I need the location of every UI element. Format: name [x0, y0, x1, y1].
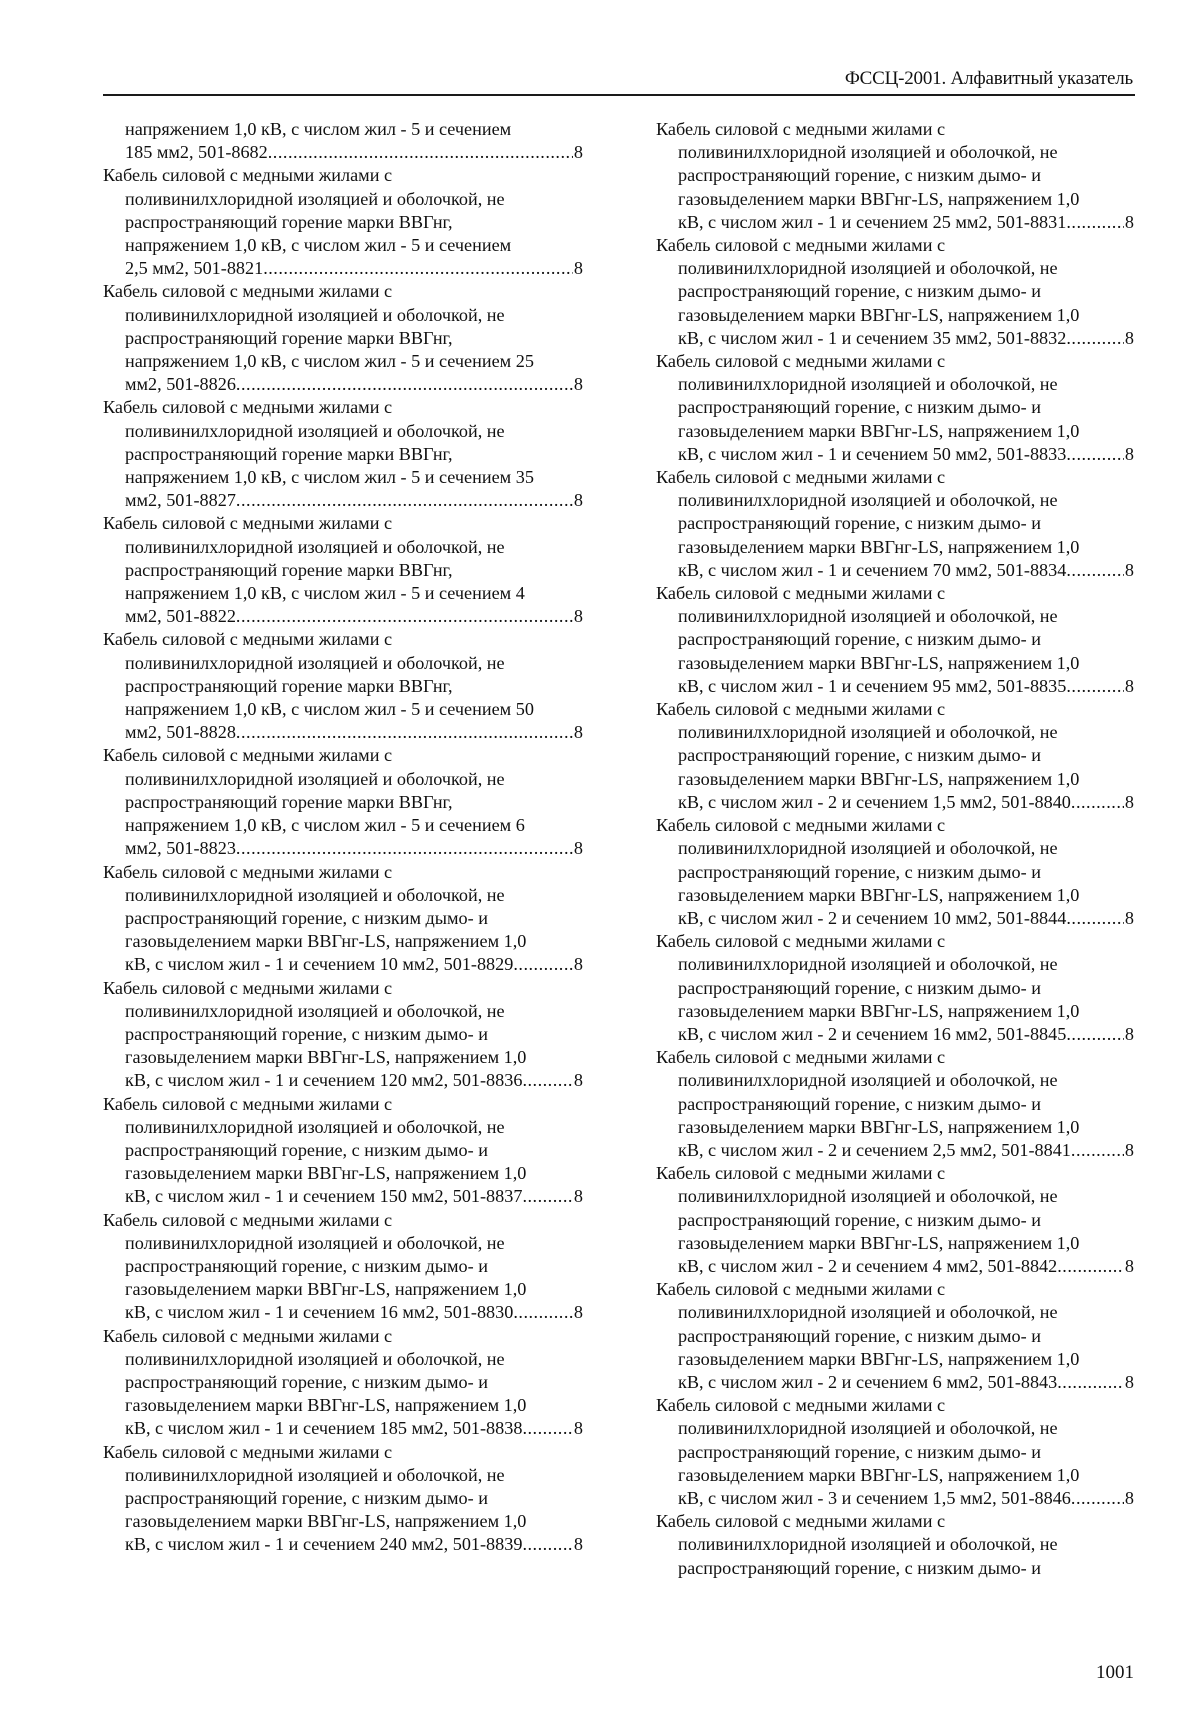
leader-dots [1066, 907, 1124, 930]
entry-last-line [656, 675, 1134, 698]
entry-heading-line: Кабель силовой с медными жилами с [103, 977, 393, 998]
entry-heading-line: Кабель силовой с медными жилами с [656, 699, 946, 720]
entry-text: кВ, с числом жил - 1 и сечением 16 мм2, 501-8830 [125, 1302, 514, 1323]
entry-heading-line: Кабель силовой с медными жилами с [656, 931, 946, 952]
entry-text: кВ, с числом жил - 1 и сечением 25 мм2, 501-8831 [678, 211, 1067, 232]
entry-line: напряжением 1,0 кВ, с числом жил - 5 и сечением 25 [125, 351, 534, 372]
entry-line: поливинилхлоридной изоляцией и оболочкой, не [125, 1348, 505, 1369]
entry-last-line [103, 1533, 583, 1556]
leader-dots [1066, 443, 1124, 466]
entry-last-line [103, 1417, 583, 1440]
entry-page-ref: 8 [573, 1070, 583, 1091]
entry-line: распространяющий горение, с низким дымо- и [678, 861, 1041, 882]
entry-line: газовыделением марки ВВГнг-LS, напряжением 1,0 [678, 884, 1080, 905]
entry-line: распространяющий горение, с низким дымо- и [678, 1557, 1041, 1578]
index-entry [656, 1394, 1134, 1510]
entry-line: распространяющий горение марки ВВГнг, [125, 675, 453, 696]
entry-heading-line: Кабель силовой с медными жилами с [103, 397, 393, 418]
entry-last-line [656, 559, 1134, 582]
entry-line: распространяющий горение, с низким дымо- и [125, 1139, 488, 1160]
entry-page-ref: 8 [1124, 443, 1134, 464]
entry-text: кВ, с числом жил - 2 и сечением 10 мм2, 501-8844 [678, 907, 1067, 928]
entry-page-ref: 8 [573, 1186, 583, 1207]
entry-text: кВ, с числом жил - 1 и сечением 120 мм2, 501-8836 [125, 1070, 523, 1091]
header-title: ФССЦ-2001. Алфавитный указатель [844, 68, 1133, 89]
entry-line: распространяющий горение марки ВВГнг, [125, 791, 453, 812]
index-entry [103, 396, 583, 512]
entry-last-line [656, 1023, 1134, 1046]
index-entry [103, 744, 583, 860]
entry-heading-line: Кабель силовой с медными жилами с [103, 1209, 393, 1230]
entry-line: газовыделением марки ВВГнг-LS, напряжением 1,0 [678, 188, 1080, 209]
entry-page-ref: 8 [1124, 1371, 1134, 1392]
entry-line: напряжением 1,0 кВ, с числом жил - 5 и сечением 35 [125, 467, 534, 488]
leader-dots [513, 1301, 573, 1324]
index-entry [656, 1278, 1134, 1394]
entry-line: распространяющий горение, с низким дымо- и [678, 745, 1041, 766]
entry-line: поливинилхлоридной изоляцией и оболочкой, не [125, 884, 505, 905]
entry-line: распространяющий горение, с низким дымо- и [125, 1371, 488, 1392]
leader-dots [1057, 1255, 1124, 1278]
entry-last-line [656, 791, 1134, 814]
index-entry [103, 280, 583, 396]
entry-text: мм2, 501-8828 [125, 722, 236, 743]
index-entry [656, 234, 1134, 350]
entry-last-line [103, 373, 583, 396]
entry-line: газовыделением марки ВВГнг-LS, напряжением 1,0 [125, 931, 527, 952]
index-entry [656, 1046, 1134, 1162]
entry-line: напряжением 1,0 кВ, с числом жил - 5 и сечением 50 [125, 699, 534, 720]
entry-line: распространяющий горение, с низким дымо- и [678, 513, 1041, 534]
index-entry [103, 1325, 583, 1441]
leader-dots [1066, 1023, 1124, 1046]
entry-line: распространяющий горение, с низким дымо- и [678, 165, 1041, 186]
entry-line: газовыделением марки ВВГнг-LS, напряжением 1,0 [125, 1279, 527, 1300]
entry-heading-line: Кабель силовой с медными жилами с [103, 165, 393, 186]
index-entry [656, 118, 1134, 234]
entry-text: кВ, с числом жил - 1 и сечением 240 мм2, 501-8839 [125, 1534, 523, 1555]
entry-line: газовыделением марки ВВГнг-LS, напряжением 1,0 [678, 536, 1080, 557]
entry-heading-line: Кабель силовой с медными жилами с [656, 1279, 946, 1300]
entry-line: поливинилхлоридной изоляцией и оболочкой, не [678, 1186, 1058, 1207]
entry-last-line [656, 1371, 1134, 1394]
leader-dots [236, 489, 573, 512]
index-entry [656, 698, 1134, 814]
entry-text: кВ, с числом жил - 1 и сечением 95 мм2, 501-8835 [678, 675, 1067, 696]
entry-page-ref: 8 [1124, 791, 1134, 812]
entry-last-line [103, 257, 583, 280]
entry-text: кВ, с числом жил - 2 и сечением 1,5 мм2, 501-8840 [678, 791, 1071, 812]
entry-line: распространяющий горение марки ВВГнг, [125, 327, 453, 348]
leader-dots [236, 721, 573, 744]
leader-dots [1057, 1371, 1124, 1394]
entry-line: поливинилхлоридной изоляцией и оболочкой, не [678, 490, 1058, 511]
entry-line: газовыделением марки ВВГнг-LS, напряжением 1,0 [125, 1395, 527, 1416]
leader-dots [263, 257, 573, 280]
entry-line: напряжением 1,0 кВ, с числом жил - 5 и сечением 4 [125, 583, 525, 604]
entry-text: кВ, с числом жил - 2 и сечением 6 мм2, 501-8843 [678, 1371, 1058, 1392]
entry-page-ref: 8 [573, 606, 583, 627]
leader-dots [1071, 1487, 1124, 1510]
index-entry [103, 512, 583, 628]
entry-page-ref: 8 [573, 838, 583, 859]
entry-page-ref: 8 [1124, 559, 1134, 580]
entry-line: поливинилхлоридной изоляцией и оболочкой, не [678, 258, 1058, 279]
entry-line: газовыделением марки ВВГнг-LS, напряжением 1,0 [678, 652, 1080, 673]
entry-text: мм2, 501-8823 [125, 838, 236, 859]
entry-line: поливинилхлоридной изоляцией и оболочкой, не [125, 304, 505, 325]
entry-line: газовыделением марки ВВГнг-LS, напряжением 1,0 [678, 1464, 1080, 1485]
entry-text: мм2, 501-8826 [125, 374, 236, 395]
entry-line: поливинилхлоридной изоляцией и оболочкой, не [678, 1070, 1058, 1091]
entry-last-line [103, 1301, 583, 1324]
entry-last-line [103, 721, 583, 744]
entry-text: кВ, с числом жил - 1 и сечением 10 мм2, 501-8829 [125, 954, 514, 975]
index-entry [656, 1510, 1134, 1580]
leader-dots [236, 373, 573, 396]
entry-line: поливинилхлоридной изоляцией и оболочкой, не [678, 1534, 1058, 1555]
entry-page-ref: 8 [573, 374, 583, 395]
entry-line: газовыделением марки ВВГнг-LS, напряжением 1,0 [125, 1047, 527, 1068]
entry-heading-line: Кабель силовой с медными жилами с [656, 1047, 946, 1068]
index-entry [103, 628, 583, 744]
entry-page-ref: 8 [573, 258, 583, 279]
entry-page-ref: 8 [573, 1302, 583, 1323]
entry-page-ref: 8 [1124, 907, 1134, 928]
entry-text: 185 мм2, 501-8682 [125, 142, 268, 163]
entry-line: поливинилхлоридной изоляцией и оболочкой, не [125, 652, 505, 673]
index-column-right [656, 118, 1134, 1580]
entry-page-ref: 8 [573, 142, 583, 163]
entry-text: кВ, с числом жил - 2 и сечением 16 мм2, 501-8845 [678, 1023, 1067, 1044]
running-header [103, 66, 1135, 96]
entry-line: распространяющий горение, с низким дымо- и [125, 907, 488, 928]
entry-line: газовыделением марки ВВГнг-LS, напряжением 1,0 [678, 768, 1080, 789]
index-entry [656, 814, 1134, 930]
entry-line: напряжением 1,0 кВ, с числом жил - 5 и сечением 6 [125, 815, 525, 836]
entry-line: поливинилхлоридной изоляцией и оболочкой, не [678, 606, 1058, 627]
entry-line: распространяющий горение марки ВВГнг, [125, 559, 453, 580]
entry-heading-line: Кабель силовой с медными жилами с [103, 1325, 393, 1346]
leader-dots [1066, 559, 1124, 582]
entry-line: распространяющий горение, с низким дымо- и [678, 397, 1041, 418]
entry-line: поливинилхлоридной изоляцией и оболочкой, не [125, 188, 505, 209]
index-entry [656, 466, 1134, 582]
entry-last-line [656, 1255, 1134, 1278]
entry-line: распространяющий горение, с низким дымо- и [678, 1093, 1041, 1114]
entry-page-ref: 8 [573, 954, 583, 975]
entry-page-ref: 8 [573, 1534, 583, 1555]
index-entry [103, 1209, 583, 1325]
entry-last-line [656, 211, 1134, 234]
entry-line: поливинилхлоридной изоляцией и оболочкой, не [125, 1464, 505, 1485]
entry-line: газовыделением марки ВВГнг-LS, напряжением 1,0 [678, 304, 1080, 325]
entry-text: 2,5 мм2, 501-8821 [125, 258, 264, 279]
leader-dots [236, 837, 573, 860]
entry-line: распространяющий горение, с низким дымо- и [125, 1255, 488, 1276]
entry-line: газовыделением марки ВВГнг-LS, напряжением 1,0 [125, 1163, 527, 1184]
entry-line: поливинилхлоридной изоляцией и оболочкой, не [678, 954, 1058, 975]
leader-dots [1066, 211, 1124, 234]
entry-text: кВ, с числом жил - 1 и сечением 70 мм2, 501-8834 [678, 559, 1067, 580]
entry-text: кВ, с числом жил - 3 и сечением 1,5 мм2, 501-8846 [678, 1487, 1071, 1508]
entry-line: распространяющий горение, с низким дымо- и [678, 977, 1041, 998]
index-entry [656, 1162, 1134, 1278]
entry-line: газовыделением марки ВВГнг-LS, напряжением 1,0 [678, 1000, 1080, 1021]
entry-line: напряжением 1,0 кВ, с числом жил - 5 и сечением [125, 235, 512, 256]
leader-dots [522, 1069, 572, 1092]
leader-dots [236, 605, 573, 628]
leader-dots [1071, 1139, 1124, 1162]
entry-page-ref: 8 [1124, 675, 1134, 696]
entry-last-line [656, 907, 1134, 930]
entry-heading-line: Кабель силовой с медными жилами с [103, 745, 393, 766]
entry-text: кВ, с числом жил - 1 и сечением 50 мм2, 501-8833 [678, 443, 1067, 464]
leader-dots [522, 1533, 572, 1556]
entry-heading-line: Кабель силовой с медными жилами с [656, 583, 946, 604]
entry-heading-line: Кабель силовой с медными жилами с [103, 281, 393, 302]
entry-heading-line: Кабель силовой с медными жилами с [103, 1441, 393, 1462]
entry-line: поливинилхлоридной изоляцией и оболочкой, не [125, 768, 505, 789]
entry-page-ref: 8 [1124, 1023, 1134, 1044]
page-number: 1001 [1096, 1662, 1134, 1683]
entry-text: мм2, 501-8827 [125, 490, 236, 511]
entry-text: кВ, с числом жил - 2 и сечением 4 мм2, 501-8842 [678, 1255, 1058, 1276]
entry-heading-line: Кабель силовой с медными жилами с [656, 119, 946, 139]
index-entry [656, 582, 1134, 698]
index-entry [103, 1093, 583, 1209]
leader-dots [522, 1185, 572, 1208]
entry-heading-line: напряжением 1,0 кВ, с числом жил - 5 и сечением [125, 119, 512, 139]
entry-line: поливинилхлоридной изоляцией и оболочкой, не [125, 1000, 505, 1021]
index-entry [656, 930, 1134, 1046]
entry-line: газовыделением марки ВВГнг-LS, напряжением 1,0 [678, 1232, 1080, 1253]
entry-page-ref: 8 [1124, 327, 1134, 348]
index-column-left [103, 118, 583, 1557]
entry-text: кВ, с числом жил - 1 и сечением 185 мм2, 501-8838 [125, 1418, 523, 1439]
entry-heading-line: Кабель силовой с медными жилами с [656, 815, 946, 836]
index-entry [103, 164, 583, 280]
leader-dots [522, 1417, 572, 1440]
entry-heading-line: Кабель силовой с медными жилами с [103, 513, 393, 534]
leader-dots [1066, 327, 1124, 350]
entry-line: распространяющий горение марки ВВГнг, [125, 211, 453, 232]
entry-page-ref: 8 [1124, 211, 1134, 232]
entry-last-line [656, 1487, 1134, 1510]
entry-line: газовыделением марки ВВГнг-LS, напряжением 1,0 [678, 1348, 1080, 1369]
entry-line: распространяющий горение, с низким дымо- и [125, 1487, 488, 1508]
entry-heading-line: Кабель силовой с медными жилами с [656, 235, 946, 256]
entry-last-line [103, 141, 583, 164]
entry-line: распространяющий горение марки ВВГнг, [125, 443, 453, 464]
entry-text: кВ, с числом жил - 1 и сечением 150 мм2, 501-8837 [125, 1186, 523, 1207]
entry-heading-line: Кабель силовой с медными жилами с [656, 467, 946, 488]
index-entry [103, 118, 583, 164]
index-entry [656, 350, 1134, 466]
entry-line: поливинилхлоридной изоляцией и оболочкой, не [678, 838, 1058, 859]
entry-heading-line: Кабель силовой с медными жилами с [656, 1395, 946, 1416]
entry-line: поливинилхлоридной изоляцией и оболочкой, не [678, 1302, 1058, 1323]
entry-line: поливинилхлоридной изоляцией и оболочкой, не [678, 1418, 1058, 1439]
entry-page-ref: 8 [573, 1418, 583, 1439]
entry-line: распространяющий горение, с низким дымо- и [678, 1209, 1041, 1230]
entry-last-line [656, 443, 1134, 466]
index-entry [103, 1441, 583, 1557]
leader-dots [513, 953, 573, 976]
entry-text: кВ, с числом жил - 1 и сечением 35 мм2, 501-8832 [678, 327, 1067, 348]
entry-last-line [103, 837, 583, 860]
leader-dots [1071, 791, 1124, 814]
entry-line: газовыделением марки ВВГнг-LS, напряжением 1,0 [678, 1116, 1080, 1137]
entry-page-ref: 8 [573, 722, 583, 743]
entry-heading-line: Кабель силовой с медными жилами с [656, 1163, 946, 1184]
entry-line: поливинилхлоридной изоляцией и оболочкой, не [678, 374, 1058, 395]
entry-line: поливинилхлоридной изоляцией и оболочкой, не [125, 536, 505, 557]
entry-line: распространяющий горение, с низким дымо- и [678, 1441, 1041, 1462]
entry-last-line [103, 605, 583, 628]
entry-last-line [656, 327, 1134, 350]
entry-heading-line: Кабель силовой с медными жилами с [103, 1093, 393, 1114]
entry-line: поливинилхлоридной изоляцией и оболочкой, не [125, 1116, 505, 1137]
entry-line: поливинилхлоридной изоляцией и оболочкой, не [678, 722, 1058, 743]
entry-page-ref: 8 [1124, 1487, 1134, 1508]
entry-page-ref: 8 [1124, 1139, 1134, 1160]
entry-last-line [103, 953, 583, 976]
entry-heading-line: Кабель силовой с медными жилами с [656, 1511, 946, 1532]
entry-line: поливинилхлоридной изоляцией и оболочкой, не [125, 1232, 505, 1253]
entry-last-line [103, 1185, 583, 1208]
entry-line: поливинилхлоридной изоляцией и оболочкой, не [678, 142, 1058, 163]
entry-line: распространяющий горение, с низким дымо- и [678, 629, 1041, 650]
entry-line: газовыделением марки ВВГнг-LS, напряжением 1,0 [678, 420, 1080, 441]
entry-page-ref: 8 [1124, 1255, 1134, 1276]
index-entry [103, 977, 583, 1093]
entry-last-line [103, 1069, 583, 1092]
entry-heading-line: Кабель силовой с медными жилами с [103, 861, 393, 882]
entry-line: распространяющий горение, с низким дымо- и [678, 281, 1041, 302]
entry-line: распространяющий горение, с низким дымо- и [125, 1023, 488, 1044]
leader-dots [1066, 675, 1124, 698]
entry-line: распространяющий горение, с низким дымо- и [678, 1325, 1041, 1346]
entry-last-line [103, 489, 583, 512]
entry-text: кВ, с числом жил - 2 и сечением 2,5 мм2, 501-8841 [678, 1139, 1071, 1160]
entry-page-ref: 8 [573, 490, 583, 511]
entry-text: мм2, 501-8822 [125, 606, 236, 627]
entry-heading-line: Кабель силовой с медными жилами с [656, 351, 946, 372]
entry-last-line [656, 1139, 1134, 1162]
entry-line: газовыделением марки ВВГнг-LS, напряжением 1,0 [125, 1511, 527, 1532]
index-entry [103, 861, 583, 977]
entry-heading-line: Кабель силовой с медными жилами с [103, 629, 393, 650]
leader-dots [268, 141, 573, 164]
entry-line: поливинилхлоридной изоляцией и оболочкой, не [125, 420, 505, 441]
